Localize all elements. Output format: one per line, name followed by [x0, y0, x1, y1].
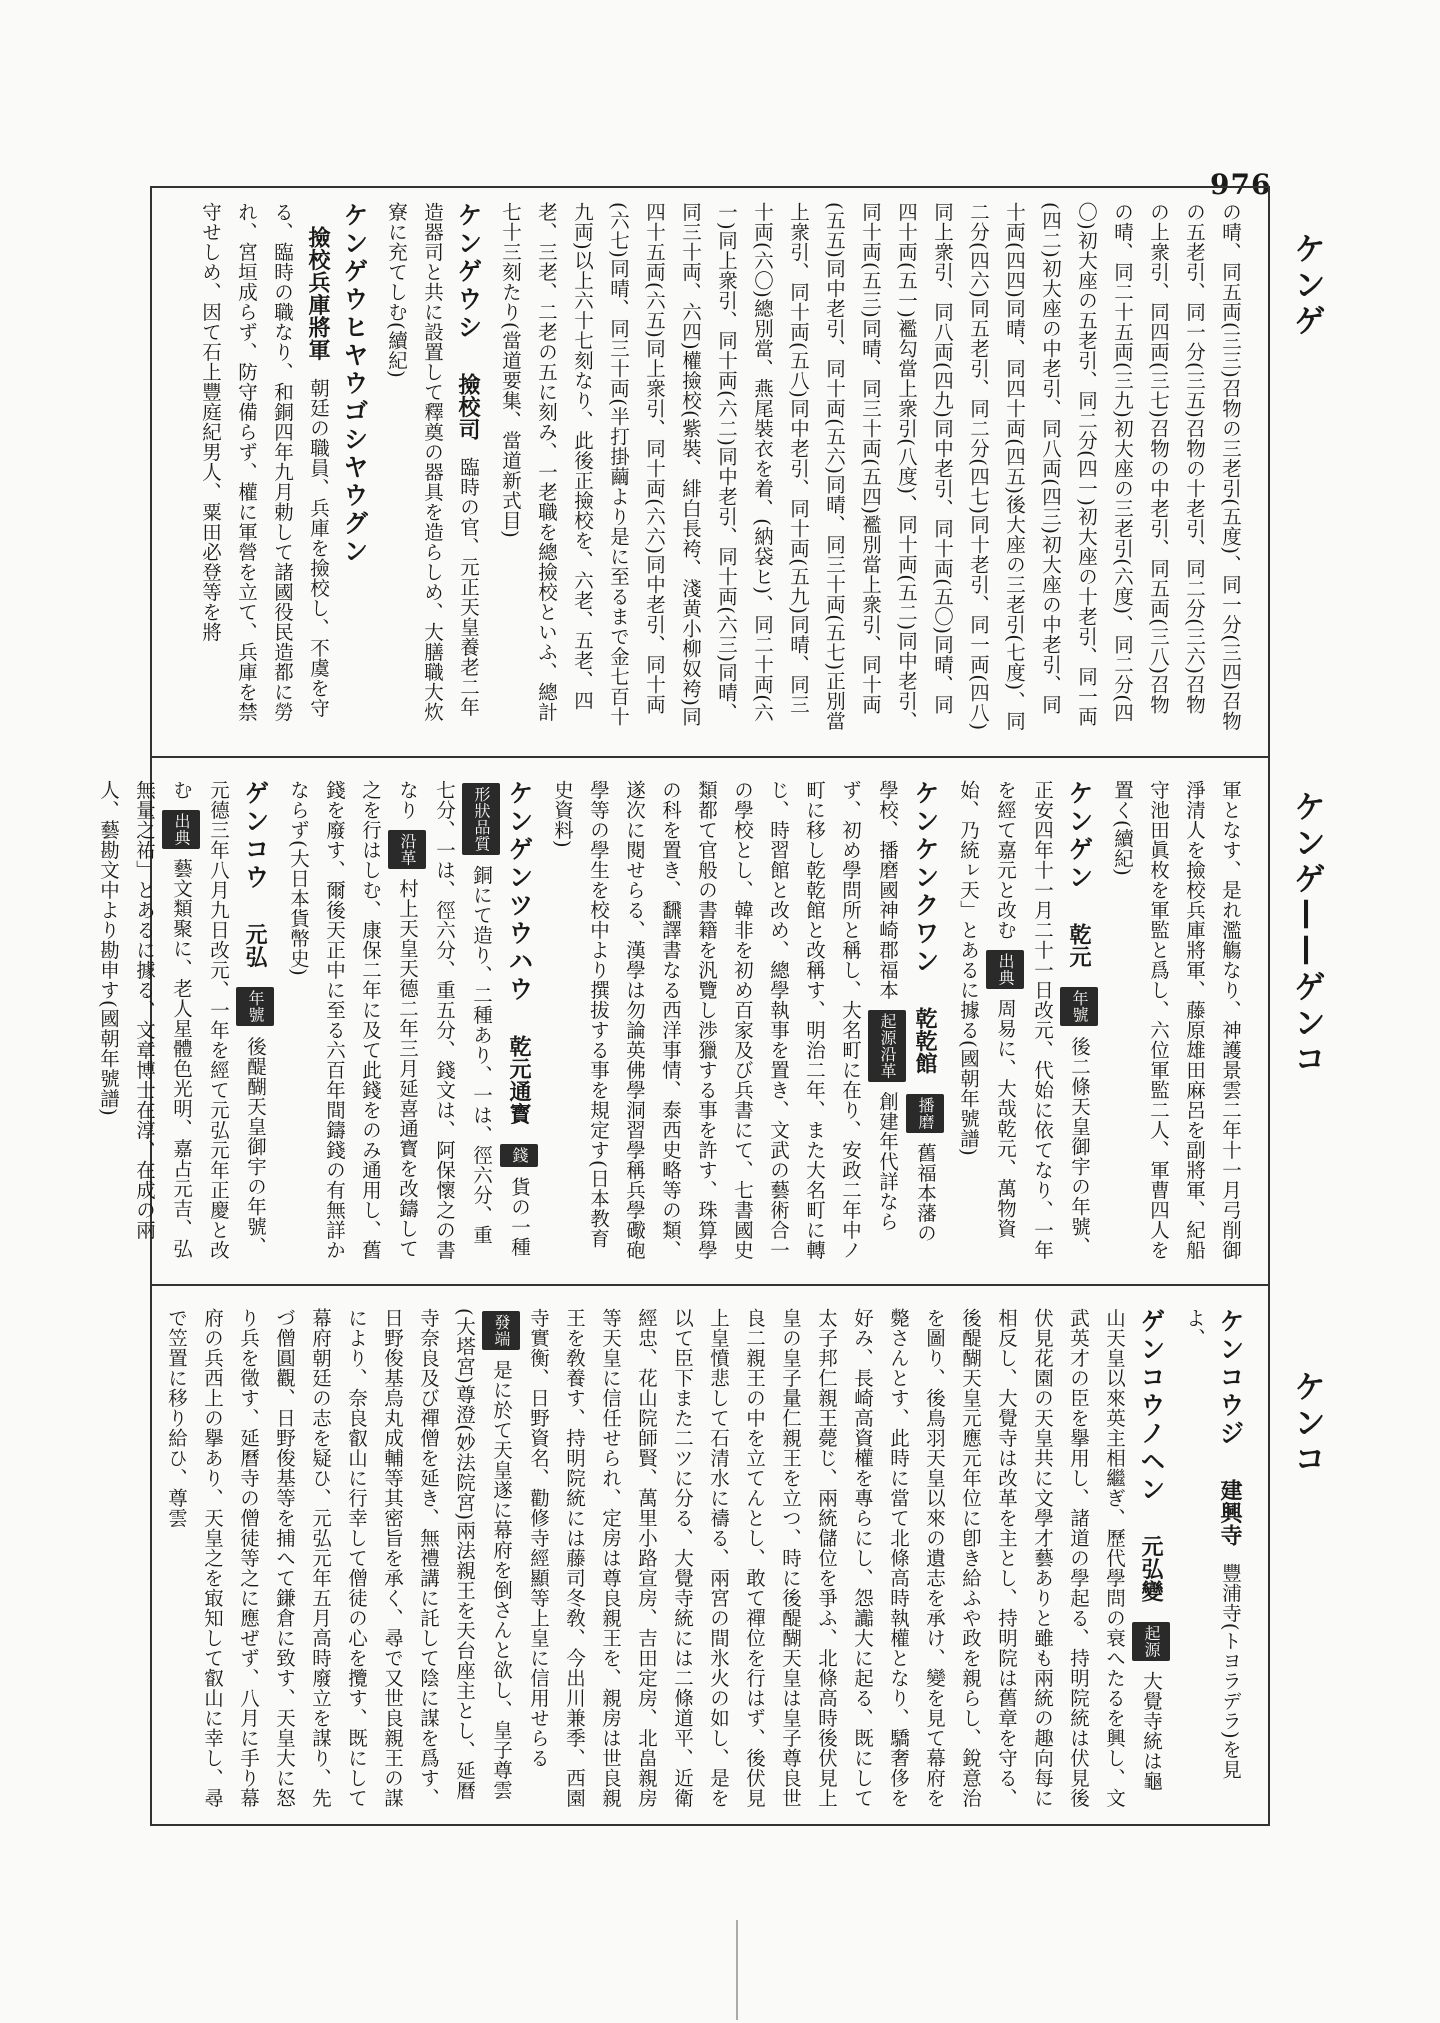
- entry-title: 元弘: [242, 922, 268, 968]
- category-mark: 形狀品質: [462, 783, 500, 855]
- running-head-1: ケンゲ: [1289, 232, 1327, 340]
- category-mark: 錢: [500, 1144, 538, 1167]
- entry-kenkouji: [1176, 1308, 1248, 1810]
- scan-crease: [736, 1920, 738, 2020]
- category-mark: 起源: [1132, 1622, 1170, 1661]
- section-divider-2: [150, 1284, 1270, 1286]
- entry-genkounohen: [158, 1308, 1170, 1810]
- entry-body: 村上天皇天德二年三月延喜通寳を改鑄して之を行はしむ、康保二年に及て此錢をのみ通用し、舊錢を廢す、爾後天正中に至る六百年間鑄錢の有無詳かならず(大日本貨幣史): [287, 780, 419, 1260]
- category-mark: 發端: [482, 1311, 520, 1350]
- entry-body: 藝文類聚に、老人星體色光明、嘉占元吉、弘無量之祐」とあるに據る、文章博士在淳、在成の兩人、藝勘文中より勘申す(國朝年號譜): [97, 780, 193, 1259]
- entry-continued: [1104, 780, 1248, 1260]
- entry-body: 後醍醐天皇御宇の年號、元德三年八月九日改元、一年を經て元弘元年正慶と改む: [170, 780, 267, 1260]
- entry-body: 朝廷の職員、兵庫を撿校し、不虞を守る、臨時の職なり、和銅四年九月勅して諸國役民造都に勞れ、宮垣成らず、防守備らず、權に軍營を立て、兵庫を禁守せしめ、因て石上豐庭紀男人、粟田必登等を將: [199, 202, 330, 722]
- entry-body: 臨時の官、元正天皇養老二年造器司と共に設置して釋奠の器具を造らしめ、大膳職大炊寮に充てしむ(續紀): [385, 202, 480, 722]
- entry-body: 後二條天皇御宇の年號、正安四年十一月二十一日改元、代始に依てなり、一年を經て嘉元と改む: [994, 780, 1091, 1260]
- entry-title: 乾乾館: [912, 1006, 938, 1075]
- entry-head: ケンゲウヒヤウゴシヤウグン: [340, 202, 369, 566]
- entry-body: 銅にて造り、二種あり、一は、徑六分、重七分、一は、徑六分、重五分、錢文は、阿保懷之の書なり: [396, 780, 493, 1260]
- running-head-3: ケンコ: [1289, 1370, 1327, 1478]
- entry-kengen: [950, 780, 1098, 1260]
- entry-title: 撿校兵庫將軍: [305, 226, 331, 361]
- entry-title: 乾元: [1066, 922, 1092, 968]
- entry-kengentsuuhau: [280, 780, 538, 1260]
- entry-kenkenkwan: [544, 780, 944, 1260]
- entry-body: 舊福本藩の學校、播磨國神崎郡福本: [876, 780, 937, 1243]
- entry-kengeuhyaugoshaugun: [192, 202, 372, 732]
- entry-head: ゲンコウ: [241, 780, 270, 892]
- entry-head: ケンケンクワン: [911, 780, 940, 976]
- category-mark: 年號: [1060, 987, 1098, 1026]
- entry-body: 貨の一種: [508, 1176, 531, 1257]
- entry-body: 軍となす、是れ濫觴なり、神護景雲二年十一月弓削御淨清人を撿校兵庫將軍、藤原雄田麻呂を副將軍、紀船守池田眞枚を軍監と爲し、六位軍監二人、軍曹四人を置く(續紀): [1111, 780, 1242, 1260]
- section-divider-1: [150, 756, 1270, 758]
- entry-genkou: [90, 780, 274, 1260]
- category-mark: 出典: [162, 810, 200, 849]
- entry-body: 創建年代詳ならず、初め學問所と稱し、大名町に在り、安政二年中ノ町に移し乾乾館と改稱す、明治二年、また大名町に轉じ、時習館と改め、總學執事を置き、文武の藝術合一の學校とし、韓非を初め百家及び兵書にて、七書國史類都て官般の書籍を汎覽し渉獵する事を許す、珠算學の科を置き、飜譯書なる西洋事情、泰西史略等の類、遂次に閱せらる、漢學は勿論英佛學洞習學稱兵學礮砲學等の學生を校中より撰拔する事を規定す(日本教育史資料): [551, 780, 899, 1260]
- entry-title: 撿校司: [455, 372, 481, 441]
- entry-title: 元弘變: [1138, 1534, 1164, 1603]
- category-mark: 沿革: [388, 830, 426, 869]
- band-3: [150, 1294, 1270, 1824]
- entry-kengeushi: [378, 202, 486, 732]
- entry-body: の晴、同五両(三三)召物の三老引(五度)、同一分(三四)召物の五老引、同一分(三五)召物の十老引、同二分(三六)召物の上衆引、同四両(三七)召物の中老引、同五両(三八)召物の晴、同二十五両(三九)初大座の三老引(六度)、同二分(四〇)初大座の五老引、同二分(四一)初大座の十老引、同一両(四二)初大座の中老引、同八両(四三)初大座の中老引、同十両(四四)同晴、同四十両(四五)後大座の三老引(七度)、同二分(四六)同五老引、同二分(四七)同十老引、同一両(四八)同上衆引、同八両(四九)同中老引、同十両(五〇)同晴、同四十両(五一)襤勾當上衆引(八度)、同十両(五二)同中老引、同十両(五三)同晴、同三十両(五四)襤別當上衆引、同十両(五五)同中老引、同十両(五六)同晴、同三十両(五七)正別當上衆引、同十両(五八)同中老引、同十両(五九)同晴、同三十両(六〇)總別當、燕尾裝衣を着、(納袋ヒ)、同二十両(六一)同上衆引、同十両(六二)同中老引、同十両(六三)同晴、同三十両、六四)權撿校(紫裝、緋白長袴、淺黄小柳奴袴)同四十五両(六五)同上衆引、同十両(六六)同中老引、同十両(六七)同晴、同三十両(半打掛繭より是に至るまで金七百十九両)以上六十七刻なり、此後正撿校を、六老、五老、四老、三老、二老の五に刻み、一老職を總撿校といふ、總計七十三刻たり(當道要集、當道新式目): [499, 202, 1242, 731]
- entry-head: ケンゲウシ: [454, 202, 483, 342]
- entry-body: 大覺寺統は龜山天皇以來英主相繼ぎ、歷代學問の衰へたるを興し、文武英才の臣を擧用し、諸道の學起る、持明院統は伏見後伏見花園の天皇共に文學才藝ありと雖も兩統の趣向每に相反し、大覺寺は改革を主とし、持明院は舊章を守る、後醍醐天皇元應元年位に卽き給ふや政を親らし、銳意治を圖り、後鳥羽天皇以來の遺志を承け、變を見て幕府を斃さんとす、此時に當て北條高時執權となり、驕奢侈を好み、長崎高資權を專らにし、怨讟大に起る、既にして太子邦仁親王薨じ、兩統儲位を爭ふ、北條高時後伏見上皇の皇子量仁親王を立つ、時に後醍醐天皇は皇子尊良世良二親王の中を立てんとし、敢て禪位を行はず、後伏見上皇憤悲して石清水に禱る、兩宮の間氷火の如し、是を以て臣下また二ツに分る、大覺寺統には二條道平、近衛經忠、花山院師賢、萬里小路宣房、吉田定房、北畠親房等天皇に信任せられ、定房は尊良親王を、親房は世良親王を敎養す、持明院統には藤司冬敎、今出川兼季、西園寺實衡、日野資名、勸修寺經顯等上皇に信用せらる: [527, 1308, 1163, 1808]
- entry-kenge-continued: [492, 202, 1248, 732]
- category-mark: 出典: [986, 950, 1024, 989]
- entry-title: 建興寺: [1217, 1478, 1243, 1547]
- entry-body: 周易に、大哉乾元、萬物資始、乃統ㇾ天」とあるに據る(國朝年號譜): [957, 780, 1017, 1239]
- category-mark: 年號: [236, 987, 274, 1026]
- band-1: [150, 188, 1270, 746]
- category-mark: 播磨: [906, 1094, 944, 1133]
- running-head-2: ケンゲ——ゲンコ: [1289, 790, 1327, 1078]
- entry-title: 乾元通寳: [506, 1034, 532, 1125]
- category-mark: 起源沿革: [868, 1010, 906, 1082]
- entry-body: 是に於て天皇遂に幕府を倒さんと欲し、皇子尊雲(大塔宮)尊澄(妙法院宮)兩法親王を天台座主とし、延曆寺奈良及び禪僧を延き、無禮講に託して陰に謀を爲す、日野俊基烏丸成輔等其密旨を承く、尋で又世良親王の謀により、奈良叡山に行幸して僧徒の心を攬す、既にして幕府朝廷の志を疑ひ、元弘元年五月高時廢立を謀り、先づ僧圓觀、日野俊基等を捕へて鎌倉に致す、天皇大に怒り兵を徵す、延曆寺の僧徒等之に應ぜず、八月に手り幕府の兵西上の擧あり、天皇之を㝡知して叡山に幸し、尋で笠置に移り給ひ、尊雲: [165, 1308, 513, 1808]
- entry-head: ケンコウジ: [1216, 1308, 1245, 1448]
- entry-head: ゲンコウノヘン: [1137, 1308, 1166, 1504]
- page-number: 976: [1210, 168, 1272, 201]
- entry-head: ケンゲンツウハウ: [505, 780, 534, 1004]
- entry-head: ケンゲン: [1065, 780, 1094, 892]
- band-2: [97, 766, 1270, 1274]
- entry-body: 豐浦寺(トヨラデラ)を見よ、: [1183, 1308, 1242, 1780]
